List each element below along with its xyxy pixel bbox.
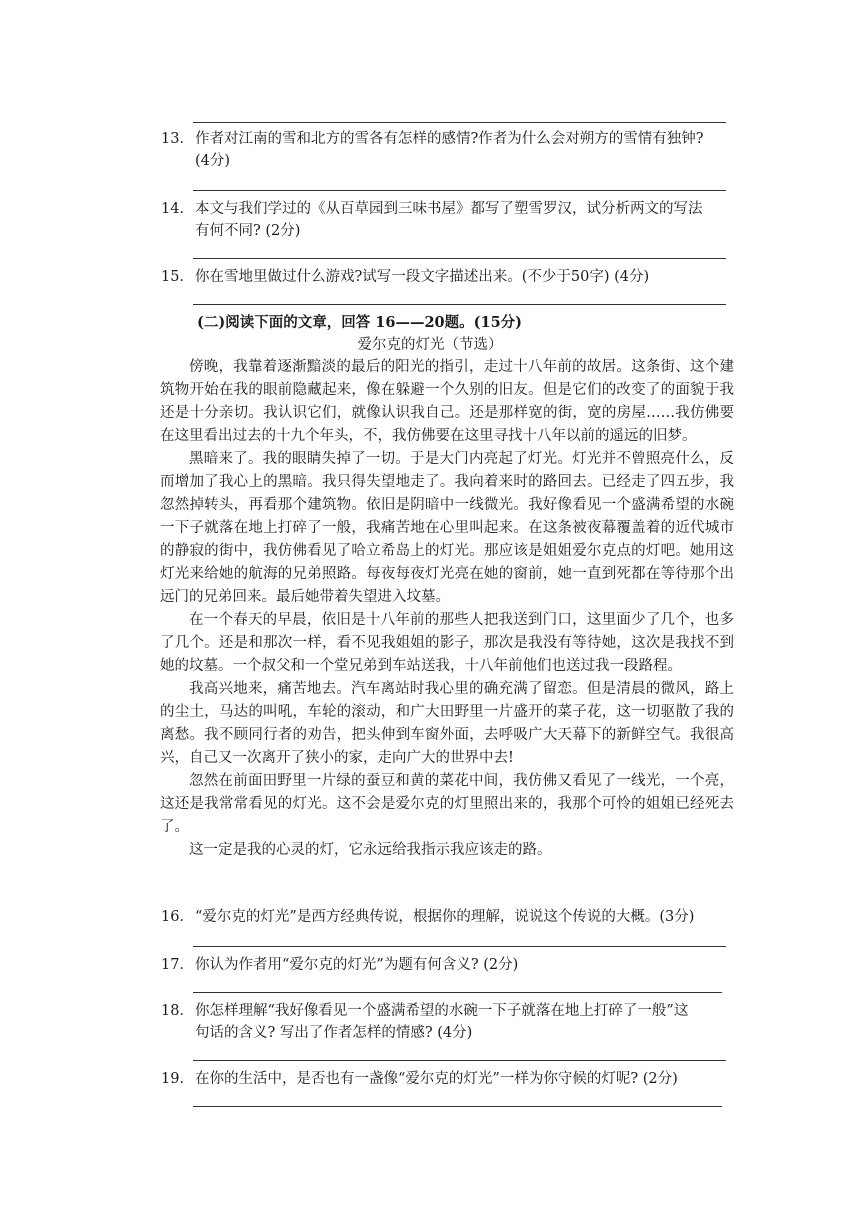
article-paragraph: 我高兴地来，痛苦地去。汽车离站时我心里的确充满了留恋。但是清晨的微风，路上的尘土，马达的叫吼，车轮的滚动，和广大田野里一片盛开的菜子花，这一切驱散了我的离愁。我不顾同行者的劝告，把头伸到车窗外面，去呼吸广大天幕下的新鲜空气。我很高兴，自己又一次离开了狭小的家，走向广大的世界中去! <box>160 681 734 766</box>
question-text: 作者对江南的雪和北方的雪各有怎样的感情?作者为什么会对朔方的雪情有独钟? <box>195 131 704 147</box>
question-number: 16． <box>161 909 194 925</box>
question-text: 你在雪地里做过什么游戏?试写一段文字描述出来。(不少于50字) (4分) <box>195 269 650 285</box>
question-text-cont: 有何不同? (2分) <box>195 223 301 239</box>
answer-line <box>193 190 726 191</box>
answer-line <box>193 992 722 993</box>
question-13 <box>161 128 741 172</box>
answer-line <box>193 304 726 305</box>
question-number: 18． <box>161 1003 194 1019</box>
article-paragraph: 傍晚，我靠着逐渐黯淡的最后的阳光的指引，走过十八年前的故居。这条街、这个建筑物开始在我的眼前隐藏起来，像在躲避一个久别的旧友。但是它们的改变了的面貌于我还是十分亲切。我认识它们，就像认识我自己。还是那样宽的街，宽的房屋……我仿佛要在这里看出过去的十九个年头，不，我仿佛要在这里寻找十八年以前的遥远的旧梦。 <box>160 359 734 444</box>
answer-line <box>193 258 726 259</box>
question-text: 本文与我们学过的《从百草园到三味书屋》都写了塑雪罗汉，试分析两文的写法 <box>195 201 703 217</box>
question-18 <box>161 1000 741 1044</box>
question-text: “爱尔克的灯光”是西方经典传说，根据你的理解，说说这个传说的大概。(3分) <box>195 909 695 925</box>
question-number: 19． <box>161 1071 194 1087</box>
answer-line <box>193 1060 726 1061</box>
article-title: 爱尔克的灯光（节选） <box>357 337 503 353</box>
article-paragraph: 在一个春天的早晨，依旧是十八年前的那些人把我送到门口，这里面少了几个，也多了几个。还是和那次一样，看不见我姐姐的影子，那次是我没有等待她，这次是我找不到她的坟墓。一个叔父和一个堂兄弟到车站送我，十八年前他们也送过我一段路程。 <box>160 612 734 674</box>
question-14 <box>161 198 741 242</box>
question-number: 17． <box>161 957 194 973</box>
question-15 <box>161 266 741 288</box>
question-text: 你怎样理解“我好像看见一个盛满希望的水碗一下子就落在地上打碎了一般”这 <box>195 1003 689 1019</box>
question-text: 在你的生活中，是否也有一盏像“爱尔克的灯光”一样为你守候的灯呢? (2分) <box>195 1071 678 1087</box>
question-text: 你认为作者用“爱尔克的灯光”为题有何含义? (2分) <box>195 957 519 973</box>
question-16 <box>161 906 741 928</box>
question-text-cont: (4分) <box>195 153 231 169</box>
question-17 <box>161 954 741 976</box>
answer-line <box>193 946 726 947</box>
question-number: 14． <box>161 201 194 217</box>
answer-line <box>193 1106 722 1107</box>
question-19 <box>161 1068 741 1090</box>
article-paragraph: 忽然在前面田野里一片绿的蚕豆和黄的菜花中间，我仿佛又看见了一线光，一个亮，这还是我常常看见的灯光。这不会是爱尔克的灯里照出来的，我那个可怜的姐姐已经死去了。 <box>160 773 734 835</box>
answer-line <box>193 122 726 123</box>
article-paragraph: 黑暗来了。我的眼睛失掉了一切。于是大门内亮起了灯光。灯光并不曾照亮什么，反而增加了我心上的黑暗。我只得失望地走了。我向着来时的路回去。已经走了四五步，我忽然掉转头，再看那个建筑物。依旧是阴暗中一线微光。我好像看见一个盛满希望的水碗一下子就落在地上打碎了一般，我痛苦地在心里叫起来。在这条被夜幕覆盖着的近代城市的静寂的街中，我仿佛看见了哈立希岛上的灯光。那应该是姐姐爱尔克点的灯吧。她用这灯光来给她的航海的兄弟照路。每夜每夜灯光亮在她的窗前，她一直到死都在等待那个出远门的兄弟回来。最后她带着失望进入坟墓。 <box>160 451 734 605</box>
question-text-cont: 句话的含义? 写出了作者怎样的情感? (4分) <box>195 1025 473 1041</box>
section-heading: (二)阅读下面的文章，回答 16——20题。(15分) <box>197 314 523 331</box>
article-paragraph: 这一定是我的心灵的灯，它永远给我指示我应该走的路。 <box>189 842 552 858</box>
article-body <box>160 356 734 862</box>
question-number: 15． <box>161 269 194 285</box>
question-number: 13． <box>161 131 194 147</box>
